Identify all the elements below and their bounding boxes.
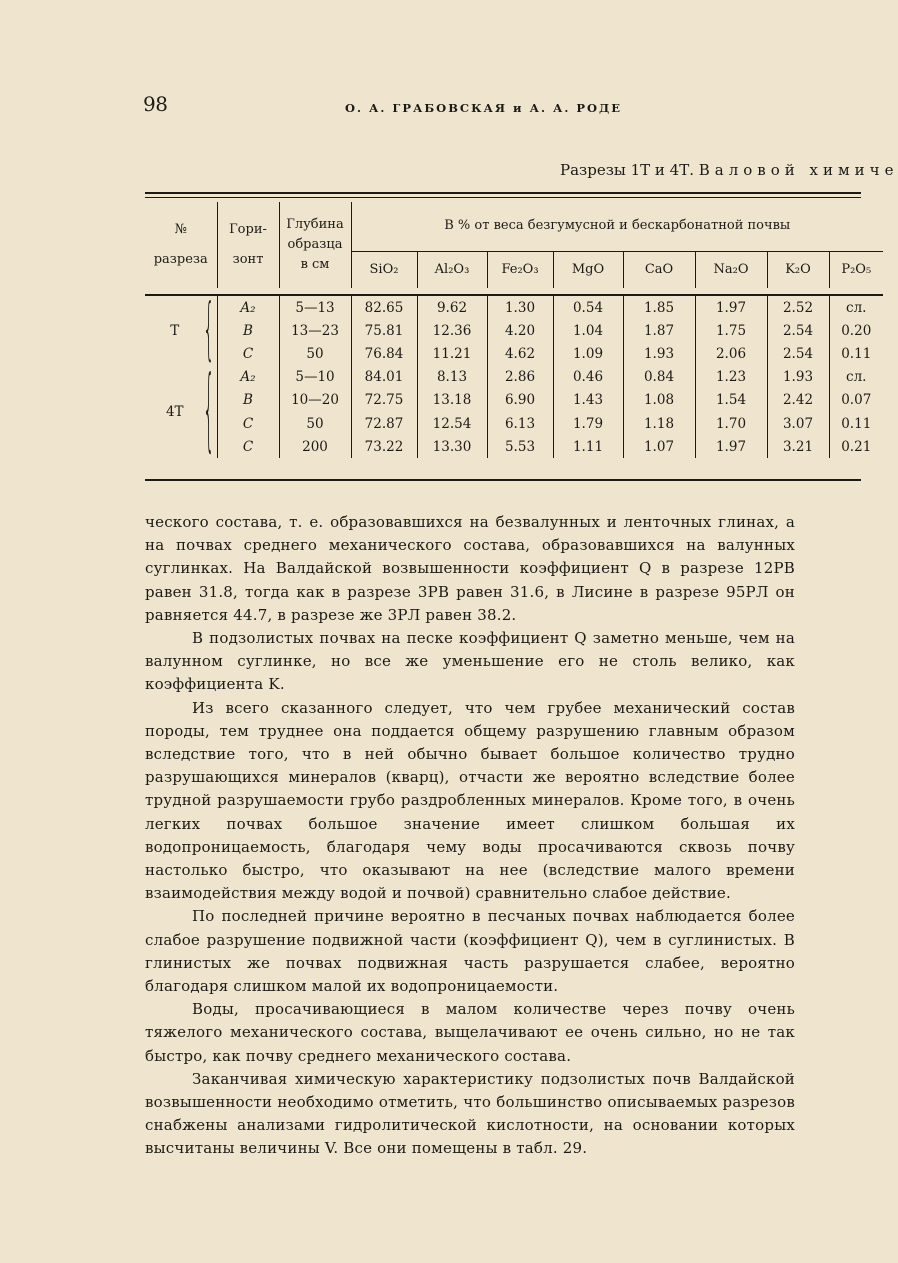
cell-value: 0.21 (829, 435, 883, 458)
table-bottom-rule (145, 479, 861, 481)
brace-icon: { (203, 359, 215, 465)
table-caption-sections: Разрезы 1Т и 4Т. (560, 161, 694, 179)
table-body (145, 291, 883, 465)
cell-value: 0.20 (829, 319, 883, 342)
table-row (145, 295, 883, 319)
header-rule (145, 288, 883, 295)
table-top-rule (145, 192, 861, 194)
cell-value: 1.30 (487, 295, 553, 319)
cell-horizon: A₂ (217, 295, 279, 319)
cell-depth: 13—23 (279, 319, 351, 342)
cell-depth: 5—13 (279, 295, 351, 319)
cell-value: 1.43 (553, 389, 623, 412)
table-caption (560, 161, 898, 179)
cell-value: 4.62 (487, 342, 553, 365)
cell-horizon: C (217, 435, 279, 458)
cell-value: 12.54 (417, 412, 487, 435)
page-number: 98 (143, 92, 168, 116)
cell-value: 0.07 (829, 389, 883, 412)
brace-icon: { (203, 291, 215, 371)
cell-value: 2.54 (767, 319, 829, 342)
table-caption-title: Валовой химиче (698, 161, 898, 179)
table-top-rule-thin (145, 197, 861, 198)
cell-depth: 10—20 (279, 389, 351, 412)
cell-value: 84.01 (351, 366, 417, 389)
section-label (145, 291, 217, 371)
cell-value: 0.11 (829, 342, 883, 365)
body-text (145, 511, 795, 1161)
cell-value: 2.86 (487, 366, 553, 389)
cell-value: сл. (829, 295, 883, 319)
cell-value: 0.46 (553, 366, 623, 389)
col-header-depth-1: Глубина (286, 217, 344, 232)
cell-value: 13.30 (417, 435, 487, 458)
section-name: 4Т (165, 403, 184, 420)
cell-horizon: C (217, 342, 279, 365)
paragraph-1: ческого состава, т. е. образовавшихся на безвалунных и ленточных глинах, а на почвах среднего механического состава, образовавшихся на валунных суглинках. На Валдайской возвышенности коэффициент Q в разрезе 12РВ равен 31.8, тогда как в разрезе 3РВ равен 31.6, в Лисине в разрезе 95РЛ он равняется 44.7, в разрезе же 3РЛ равен 38.2. (145, 513, 795, 624)
table-row (145, 366, 883, 389)
cell-value: 1.75 (695, 319, 767, 342)
cell-value: 0.54 (553, 295, 623, 319)
col-header-al2o3: Al₂O₃ (417, 251, 487, 288)
cell-value: 1.08 (623, 389, 695, 412)
cell-value: 1.87 (623, 319, 695, 342)
col-header-k2o: K₂O (767, 251, 829, 288)
cell-value: 11.21 (417, 342, 487, 365)
cell-value: 8.13 (417, 366, 487, 389)
cell-depth: 50 (279, 342, 351, 365)
table-row (145, 389, 883, 412)
col-header-number-sign: № (174, 222, 187, 237)
cell-horizon: B (217, 319, 279, 342)
col-header-number (145, 202, 217, 288)
cell-horizon: C (217, 412, 279, 435)
cell-value: 1.07 (623, 435, 695, 458)
cell-value: 1.85 (623, 295, 695, 319)
col-header-depth-3: в см (300, 257, 330, 272)
cell-value: 72.87 (351, 412, 417, 435)
section-label (145, 359, 217, 465)
cell-value: 2.06 (695, 342, 767, 365)
paragraph-3: Из всего сказанного следует, что чем грубее механический состав породы, тем труднее она поддается общему разрушению главным образом вследствие того, что в ней обычно бывает большое количество трудно разрушающихся минералов (кварц), отчасти же вероятно вследствие более трудной разрушаемости грубо раздробленных минералов. Кроме того, в очень легких почвах большое значение имеет слишком большая их водопроницаемость, благодаря чему воды просачиваются сквозь почву настолько быстро, что оказывают на нее (вследствие малого времени взаимодействия между водой и почвой) сравнительно слабое действие. (145, 698, 795, 903)
cell-value: 12.36 (417, 319, 487, 342)
cell-value: 2.54 (767, 342, 829, 365)
table-row (145, 342, 883, 365)
cell-value: сл. (829, 366, 883, 389)
cell-horizon: B (217, 389, 279, 412)
col-header-cao: CaO (623, 251, 695, 288)
table-row (145, 319, 883, 342)
col-header-depth-2: образца (287, 237, 343, 252)
running-title: О. А. ГРАБОВСКАЯ и А. А. РОДЕ (345, 101, 622, 115)
cell-value: 2.42 (767, 389, 829, 412)
cell-value: 6.90 (487, 389, 553, 412)
cell-value: 2.52 (767, 295, 829, 319)
col-header-sio2: SiO₂ (351, 251, 417, 288)
cell-value: 1.93 (623, 342, 695, 365)
cell-value: 1.97 (695, 295, 767, 319)
cell-value: 5.53 (487, 435, 553, 458)
col-header-group: В % от веса безгумусной и бескарбонатной почвы (351, 202, 883, 251)
cell-value: 1.54 (695, 389, 767, 412)
table-row (145, 435, 883, 458)
cell-value: 1.04 (553, 319, 623, 342)
paragraph-4: По последней причине вероятно в песчаных почвах наблюдается более слабое разрушение подвижной части (коэффициент Q), чем в суглинистых. В глинистых же почвах подвижная часть разрушается слабее, вероятно благодаря слишком малой их водопроницаемости. (145, 907, 795, 996)
cell-value: 1.11 (553, 435, 623, 458)
col-header-mgo: MgO (553, 251, 623, 288)
cell-value: 1.09 (553, 342, 623, 365)
cell-depth: 50 (279, 412, 351, 435)
cell-value: 1.70 (695, 412, 767, 435)
cell-value: 76.84 (351, 342, 417, 365)
cell-value: 73.22 (351, 435, 417, 458)
cell-value: 72.75 (351, 389, 417, 412)
cell-value: 6.13 (487, 412, 553, 435)
cell-value: 3.07 (767, 412, 829, 435)
chemical-composition-table (145, 202, 883, 465)
cell-value: 0.84 (623, 366, 695, 389)
cell-value: 1.97 (695, 435, 767, 458)
cell-value: 82.65 (351, 295, 417, 319)
cell-depth: 5—10 (279, 366, 351, 389)
col-header-number-label: разреза (153, 252, 208, 267)
cell-depth: 200 (279, 435, 351, 458)
cell-value: 9.62 (417, 295, 487, 319)
cell-value: 13.18 (417, 389, 487, 412)
col-header-depth (279, 202, 351, 288)
cell-value: 75.81 (351, 319, 417, 342)
cell-value: 1.79 (553, 412, 623, 435)
cell-value: 3.21 (767, 435, 829, 458)
col-header-fe2o3: Fe₂O₃ (487, 251, 553, 288)
paragraph-6: Заканчивая химическую характеристику подзолистых почв Валдайской возвышенности необходимо отметить, что большинство описываемых разрезов снабжены анализами гидролитической кислотности, на основании которых высчитаны величины V. Все они помещены в табл. 29. (145, 1069, 795, 1158)
cell-value: 1.93 (767, 366, 829, 389)
col-header-horizon-1: Гори- (229, 222, 267, 237)
table-row (145, 412, 883, 435)
paragraph-2: В подзолистых почвах на песке коэффициент Q заметно меньше, чем на валунном суглинке, но все же уменьшение его не столь велико, как коэффициента K. (145, 629, 795, 694)
col-header-horizon-2: зонт (232, 252, 264, 267)
cell-value: 1.23 (695, 366, 767, 389)
cell-value: 0.11 (829, 412, 883, 435)
paragraph-5: Воды, просачивающиеся в малом количестве через почву очень тяжелого механического состава, выщелачивают ее очень сильно, но не так быстро, как почву среднего механического состава. (145, 1000, 795, 1065)
cell-value: 1.18 (623, 412, 695, 435)
col-header-p2o5: P₂O₅ (829, 251, 883, 288)
cell-value: 4.20 (487, 319, 553, 342)
col-header-horizon (217, 202, 279, 288)
col-header-na2o: Na₂O (695, 251, 767, 288)
section-name: Т (170, 322, 180, 339)
cell-horizon: A₂ (217, 366, 279, 389)
